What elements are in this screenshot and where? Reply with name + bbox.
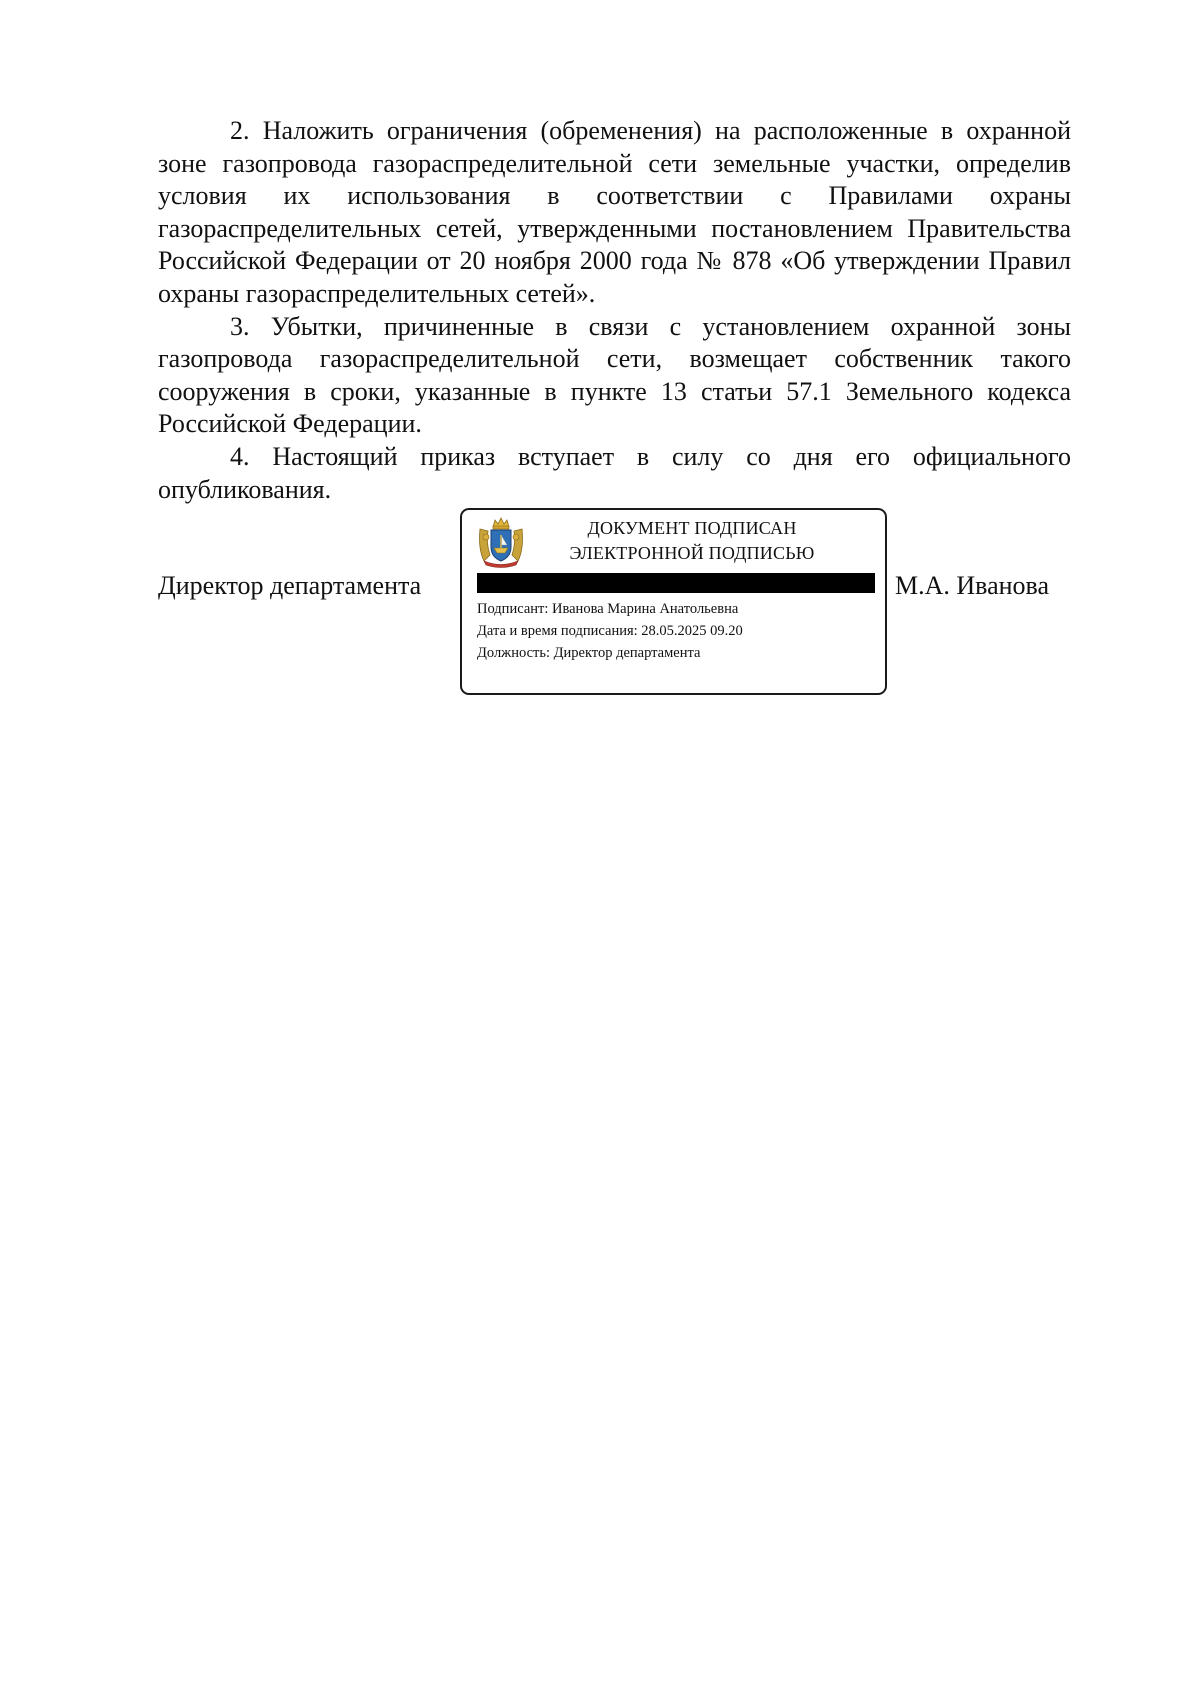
signatory-position: Директор департамента: [158, 571, 422, 600]
paragraph-2: 2. Наложить ограничения (обременения) на расположенные в охранной зоне газопровода газораспределительной сети земельные участки, определив условия их использования в соответствии с Правилами охраны газораспределительных сетей, утвержденными постановлением Правительства Российской Федерации от 20 ноября 2000 года № 878 «Об утверждении Правил охраны газораспределительных сетей».: [158, 116, 1071, 308]
stamp-signed-at: Дата и время подписания: 28.05.2025 09.20: [477, 623, 743, 639]
stamp-position: Должность: Директор департамента: [477, 645, 701, 661]
coat-of-arms-icon: [476, 515, 526, 569]
stamp-title: [542, 516, 842, 566]
stamp-title-line1: ДОКУМЕНТ ПОДПИСАН: [587, 518, 797, 538]
redaction-bar: [477, 573, 875, 593]
stamp-title-line2: ЭЛЕКТРОННОЙ ПОДПИСЬЮ: [569, 543, 815, 563]
stamp-details: [477, 598, 877, 664]
signatory-name: М.А. Иванова: [895, 571, 1050, 600]
electronic-signature-stamp: [460, 508, 887, 695]
paragraph-3: 3. Убытки, причиненные в связи с установлением охранной зоны газопровода газораспределительной сети, возмещает собственник такого сооружения в сроки, указанные в пункте 13 статьи 57.1 Земельного кодекса Российской Федерации.: [158, 311, 1071, 439]
stamp-signer: Подписант: Иванова Марина Анатольевна: [477, 601, 739, 617]
document-body: [158, 115, 1071, 506]
paragraph-4: 4. Настоящий приказ вступает в силу со дня его официального опубликования.: [158, 441, 1071, 504]
